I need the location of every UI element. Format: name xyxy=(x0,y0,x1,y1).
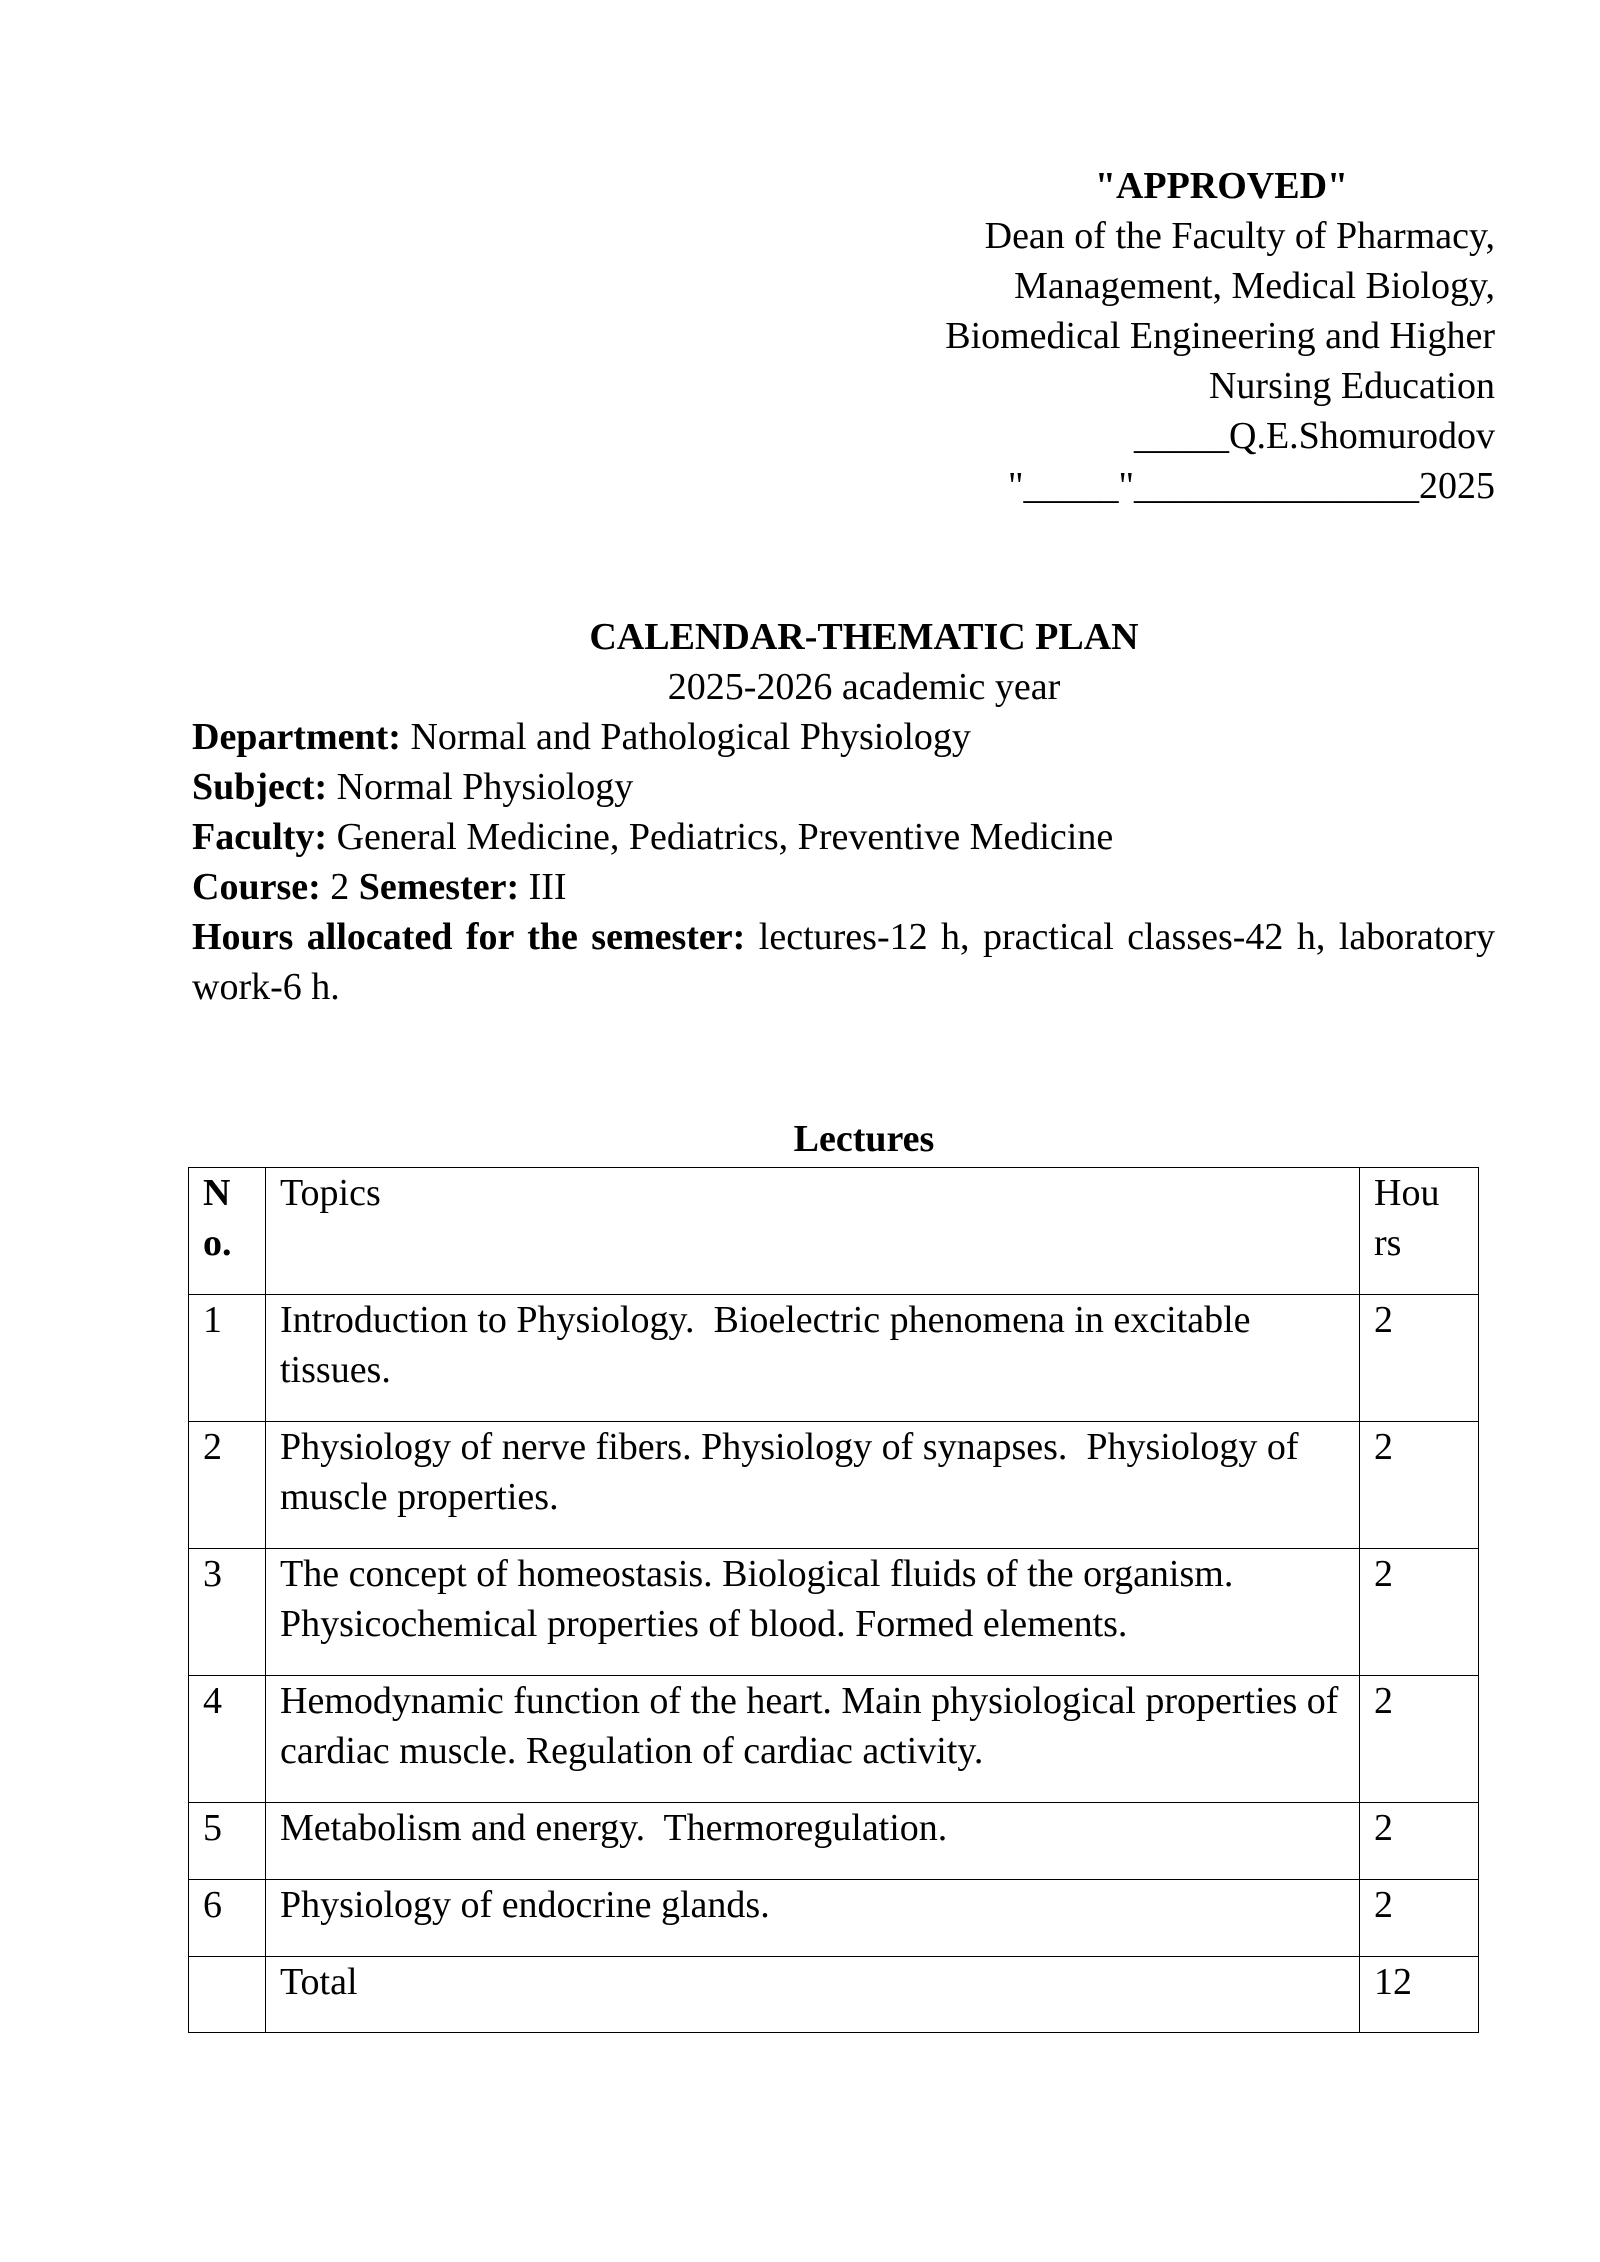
header-no: No. xyxy=(203,1172,232,1264)
table-row xyxy=(189,1422,1479,1549)
row-number-cell xyxy=(189,1803,266,1880)
course-label: Course: xyxy=(192,866,321,908)
total-hours-cell xyxy=(1360,1957,1479,2033)
plan-details xyxy=(192,712,1495,1012)
approval-line-faculty-end: Nursing Education xyxy=(1208,365,1495,407)
lectures-title: Lectures xyxy=(793,1118,935,1160)
header-topics-cell xyxy=(266,1168,1360,1295)
hours-text: 2 xyxy=(1374,1680,1393,1722)
topic-cell xyxy=(266,1803,1360,1880)
table-header-row xyxy=(189,1168,1479,1295)
total-number-cell xyxy=(189,1957,266,2033)
header-topics: Topics xyxy=(280,1172,381,1214)
hours-text: 2 xyxy=(1374,1884,1393,1926)
row-number: 1 xyxy=(203,1299,222,1341)
topic-cell xyxy=(266,1880,1360,1957)
table-row xyxy=(189,1803,1479,1880)
hours-value: lectures-12 h, practical classes-42 h, laboratory work-6 h. xyxy=(192,916,1496,1008)
approval-line-dean: Dean of the Faculty of Pharmacy, xyxy=(984,215,1495,257)
topic-text: The concept of homeostasis. Biological fluids of the organism. Physicochemical properties of blood. Formed elements. xyxy=(280,1553,1243,1645)
department-label: Department: xyxy=(192,716,401,758)
course-value: 2 xyxy=(330,866,350,908)
semester-value: III xyxy=(528,866,567,908)
hours-text: 2 xyxy=(1374,1807,1393,1849)
approval-line-faculty: Management, Medical Biology, xyxy=(1014,265,1495,307)
hours-cell xyxy=(1360,1803,1479,1880)
header-hours: Hours xyxy=(1374,1172,1440,1264)
table-row xyxy=(189,1880,1479,1957)
topic-cell xyxy=(266,1422,1360,1549)
approval-date-line: "_____"_______________2025 xyxy=(1007,465,1495,507)
total-label: Total xyxy=(280,1961,358,2003)
course-semester-field xyxy=(192,862,1495,912)
hours-cell xyxy=(1360,1295,1479,1422)
row-number-cell xyxy=(189,1676,266,1803)
faculty-value: General Medicine, Pediatrics, Preventive Medicine xyxy=(336,816,1114,858)
table-total-row xyxy=(189,1957,1479,2033)
subject-value: Normal Physiology xyxy=(336,766,634,808)
semester-label: Semester: xyxy=(358,866,520,908)
plan-title: CALENDAR-THEMATIC PLAN xyxy=(589,616,1139,658)
topic-text: Physiology of endocrine glands. xyxy=(280,1884,770,1926)
topic-cell xyxy=(266,1295,1360,1422)
row-number-cell xyxy=(189,1295,266,1422)
hours-field xyxy=(192,912,1495,1012)
faculty-field xyxy=(192,812,1495,862)
department-field xyxy=(192,712,1495,762)
total-label-cell xyxy=(266,1957,1360,2033)
hours-label: Hours allocated for the semester: xyxy=(192,916,746,958)
topic-cell xyxy=(266,1549,1360,1676)
row-number-cell xyxy=(189,1422,266,1549)
hours-text: 2 xyxy=(1374,1553,1393,1595)
hours-text: 2 xyxy=(1374,1426,1393,1468)
department-value: Normal and Pathological Physiology xyxy=(410,716,971,758)
table-row xyxy=(189,1676,1479,1803)
subject-label: Subject: xyxy=(192,766,328,808)
header-no-cell xyxy=(189,1168,266,1295)
total-hours: 12 xyxy=(1374,1961,1412,2003)
approval-signature-line: _____Q.E.Shomurodov xyxy=(1134,415,1495,457)
hours-cell xyxy=(1360,1422,1479,1549)
table-row xyxy=(189,1549,1479,1676)
hours-cell xyxy=(1360,1880,1479,1957)
row-number: 3 xyxy=(203,1553,222,1595)
subject-field xyxy=(192,762,1495,812)
faculty-label: Faculty: xyxy=(192,816,328,858)
approved-heading: "APPROVED" xyxy=(1094,165,1349,207)
approval-line-faculty-cont: Biomedical Engineering and Higher xyxy=(945,315,1495,357)
hours-text: 2 xyxy=(1374,1299,1393,1341)
row-number: 2 xyxy=(203,1426,222,1468)
topic-text: Hemodynamic function of the heart. Main physiological properties of cardiac muscle. Regulation of cardiac activity. xyxy=(280,1680,1348,1772)
topic-text: Metabolism and energy. Thermoregulation. xyxy=(280,1807,948,1849)
topic-text: Physiology of nerve fibers. Physiology of synapses. Physiology of muscle properties. xyxy=(280,1426,1309,1518)
academic-year: 2025-2026 academic year xyxy=(667,666,1061,708)
row-number-cell xyxy=(189,1549,266,1676)
table-row xyxy=(189,1295,1479,1422)
topic-cell xyxy=(266,1676,1360,1803)
approval-block xyxy=(700,211,1495,511)
row-number: 4 xyxy=(203,1680,222,1722)
lectures-table xyxy=(188,1167,1479,2033)
header-hours-cell xyxy=(1360,1168,1479,1295)
topic-text: Introduction to Physiology. Bioelectric phenomena in excitable tissues. xyxy=(280,1299,1261,1391)
hours-cell xyxy=(1360,1549,1479,1676)
row-number: 6 xyxy=(203,1884,222,1926)
row-number: 5 xyxy=(203,1807,222,1849)
row-number-cell xyxy=(189,1880,266,1957)
hours-cell xyxy=(1360,1676,1479,1803)
